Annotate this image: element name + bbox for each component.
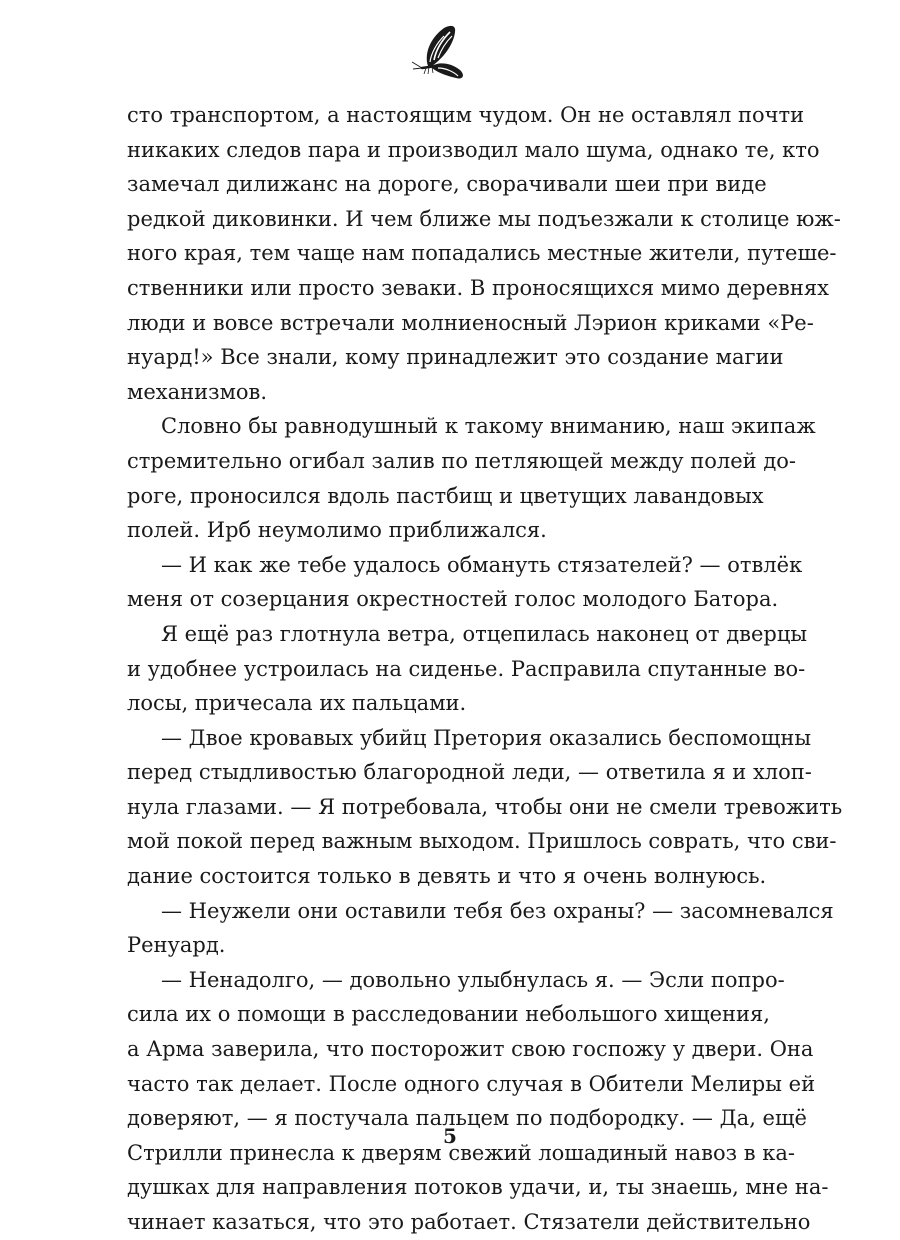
- text-line: роге, проносился вдоль пастбищ и цветущих лавандовых: [127, 483, 764, 508]
- text-line: люди и вовсе встречали молниеносный Лэрион криками «Ре-: [127, 310, 814, 335]
- text-line: душках для направления потоков удачи, и, ты знаешь, мне на-: [127, 1175, 829, 1200]
- text-line: — Неужели они оставили тебя без охраны? — засомневался: [161, 898, 834, 923]
- text-line: чинает казаться, что это работает. Стязатели действительно: [127, 1210, 811, 1234]
- text-line: редкой диковинки. И чем ближе мы подъезжали к столице юж-: [127, 206, 841, 231]
- text-line: — Двое кровавых убийц Претория оказались беспомощны: [161, 725, 812, 750]
- text-line: нуард!» Все знали, кому принадлежит это создание магии: [127, 345, 784, 370]
- text-line: меня от созерцания окрестностей голос молодого Батора.: [127, 587, 779, 612]
- text-line: никаких следов пара и производил мало шума, однако те, кто: [127, 137, 820, 162]
- text-line: часто так делает. После одного случая в Обители Мелиры ей: [127, 1071, 816, 1096]
- text-line: сто транспортом, а настоящим чудом. Он не оставлял почти: [127, 103, 805, 127]
- text-line: перед стыдливостью благородной леди, — ответила я и хлоп-: [127, 760, 812, 785]
- text-line: Ренуард.: [127, 933, 226, 958]
- text-line: ного края, тем чаще нам попадались местные жители, путеше-: [127, 241, 837, 266]
- text-line: доверяют, — я постучала пальцем по подбородку. — Да, ещё: [127, 1106, 807, 1131]
- text-line: Стрилли принесла к дверям свежий лошадиный навоз в ка-: [127, 1140, 796, 1165]
- text-line: а Арма заверила, что посторожит свою госпожу у двери. Она: [127, 1037, 814, 1062]
- text-line: ственники или просто зеваки. В проносящихся мимо деревнях: [127, 275, 829, 300]
- butterfly-icon: [408, 22, 472, 82]
- body-text: [127, 98, 843, 1240]
- text-line: дание состоится только в девять и что я очень волнуюсь.: [127, 864, 767, 889]
- text-line: механизмов.: [127, 379, 268, 404]
- text-line: и удобнее устроилась на сиденье. Расправила спутанные во-: [127, 656, 806, 681]
- text-line: лосы, причесала их пальцами.: [127, 691, 467, 716]
- text-line: мой покой перед важным выходом. Пришлось соврать, что сви-: [127, 829, 837, 854]
- text-line: — Ненадолго, — довольно улыбнулась я. — Эсли попро-: [161, 967, 785, 992]
- text-line: сила их о помощи в расследовании небольшого хищения,: [127, 1002, 770, 1027]
- text-line: Словно бы равнодушный к такому вниманию, наш экипаж: [161, 414, 816, 439]
- text-line: полей. Ирб неумолимо приближался.: [127, 518, 547, 543]
- page-number: 5: [443, 1124, 457, 1148]
- text-line: стремительно огибал залив по петляющей между полей до-: [127, 448, 796, 473]
- text-line: замечал дилижанс на дороге, сворачивали шеи при виде: [127, 172, 767, 197]
- text-line: Я ещё раз глотнула ветра, отцепилась наконец от дверцы: [161, 621, 808, 646]
- text-line: нула глазами. — Я потребовала, чтобы они не смели тревожить: [127, 794, 843, 819]
- text-line: — И как же тебе удалось обмануть стязателей? — отвлёк: [161, 552, 803, 577]
